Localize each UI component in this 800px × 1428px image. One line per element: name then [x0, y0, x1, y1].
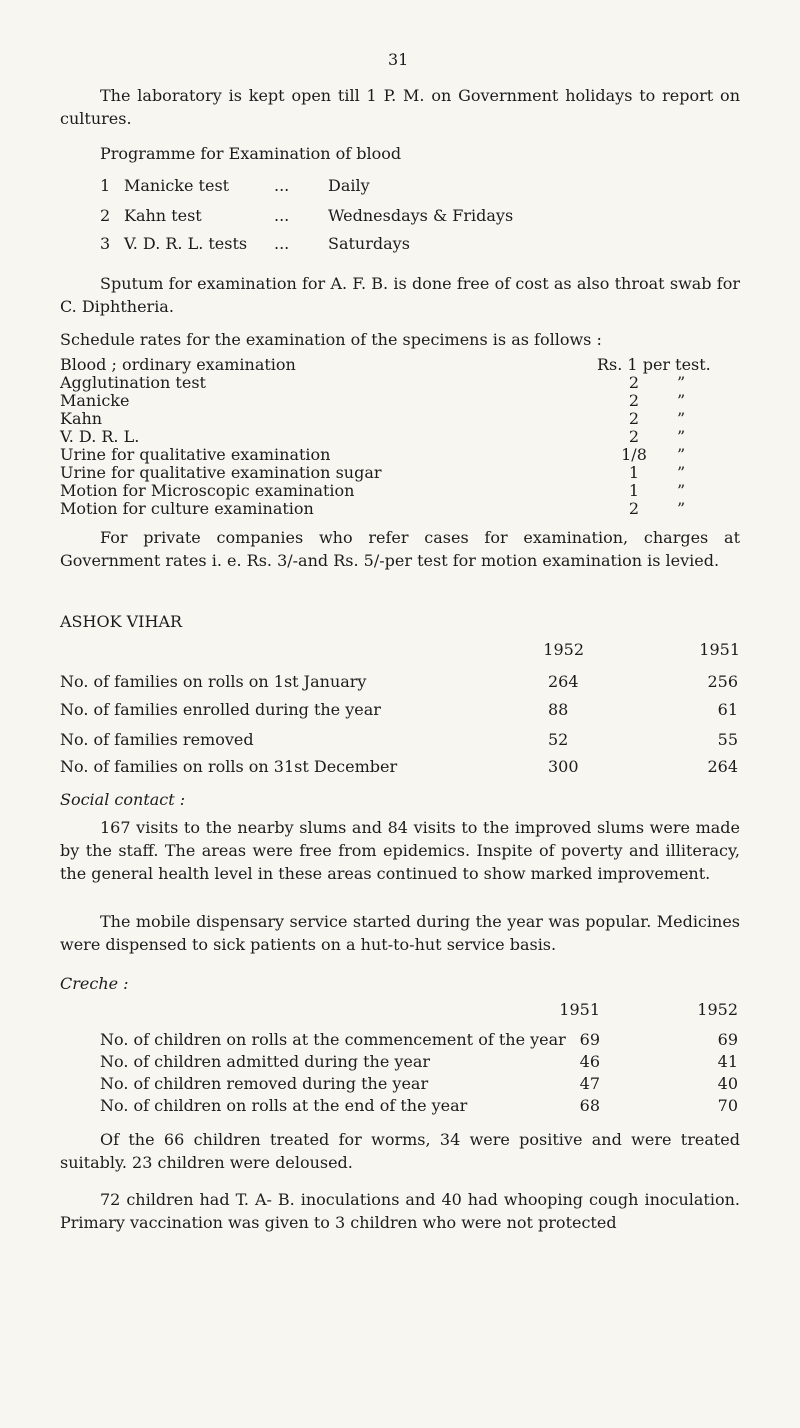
programme-item-dots: ...	[274, 206, 290, 225]
social-contact-heading: Social contact :	[60, 790, 186, 809]
programme-item-name: Manicke test	[124, 176, 230, 195]
ashok-row-label: No. of families removed	[60, 730, 254, 749]
ditto-mark: ”	[677, 427, 686, 446]
programme-item-when: Wednesdays & Fridays	[328, 206, 514, 225]
mobile-dispensary-paragraph: The mobile dispensary service started during the year was popular. Medicines were dispensed to sick patients on a hut-to-hut service basis.	[60, 912, 740, 954]
schedule-rate: 2	[628, 409, 640, 428]
ashok-col-header: 1952	[543, 640, 584, 659]
creche-row-value: 46	[579, 1052, 600, 1071]
programme-item-num: 1	[100, 176, 111, 195]
worms-treatment-paragraph: Of the 66 children treated for worms, 34 were positive and were treated suitably. 23 children were deloused.	[60, 1130, 740, 1172]
schedule-item: Kahn	[60, 409, 103, 428]
creche-col-header: 1952	[697, 1000, 738, 1019]
programme-item-name: V. D. R. L. tests	[124, 234, 248, 253]
schedule-item: Manicke	[60, 391, 130, 410]
schedule-item: Urine for qualitative examination sugar	[60, 463, 382, 482]
creche-row-value: 69	[717, 1030, 738, 1049]
schedule-rate: 2	[628, 499, 640, 518]
schedule-rate: 1	[628, 463, 640, 482]
ashok-row-label: No. of families on rolls on 31st December	[60, 757, 398, 776]
creche-row-value: 40	[717, 1074, 738, 1093]
ashok-row-value: 256	[707, 672, 738, 691]
page-number: 31	[388, 50, 409, 69]
creche-row-label: No. of children admitted during the year	[100, 1052, 431, 1071]
creche-heading: Creche :	[60, 974, 129, 993]
ditto-mark: ”	[677, 445, 686, 464]
ashok-row-label: No. of families on rolls on 1st January	[60, 672, 367, 691]
ashok-col-header: 1951	[699, 640, 740, 659]
ditto-mark: ”	[677, 481, 686, 500]
ditto-mark: ”	[677, 391, 686, 410]
creche-row-label: No. of children on rolls at the commencement of the year	[100, 1030, 566, 1049]
schedule-rate: 1/8	[621, 445, 647, 464]
schedule-item: Motion for Microscopic examination	[60, 481, 355, 500]
creche-row-value: 69	[579, 1030, 600, 1049]
creche-row-value: 41	[717, 1052, 738, 1071]
ditto-mark: ”	[677, 409, 686, 428]
schedule-rate: 1	[628, 481, 640, 500]
programme-item-when: Daily	[328, 176, 370, 195]
creche-row-value: 47	[579, 1074, 600, 1093]
schedule-rate: Rs. 1 per test.	[597, 355, 711, 374]
schedule-item: V. D. R. L.	[60, 427, 140, 446]
ashok-row-value: 55	[717, 730, 738, 749]
ashok-row-value: 300	[548, 757, 579, 776]
creche-row-value: 68	[579, 1096, 600, 1115]
schedule-title: Schedule rates for the examination of the specimens is as follows :	[60, 330, 602, 349]
programme-title: Programme for Examination of blood	[100, 144, 402, 163]
schedule-item: Agglutination test	[60, 373, 206, 392]
ashok-row-value: 61	[717, 700, 738, 719]
schedule-item: Motion for culture examination	[60, 499, 314, 518]
ashok-row-value: 264	[707, 757, 738, 776]
programme-item-dots: ...	[274, 176, 290, 195]
schedule-item: Blood ; ordinary examination	[60, 355, 296, 374]
private-companies-paragraph: For private companies who refer cases for examination, charges at Government rates i. e. Rs. 3/-and Rs. 5/-per test for motion examination is levied.	[60, 528, 740, 570]
sputum-paragraph: Sputum for examination for A. F. B. is done free of cost as also throat swab for C. Diphtheria.	[60, 274, 740, 316]
programme-item-num: 2	[100, 206, 111, 225]
programme-item-num: 3	[100, 234, 111, 253]
ashok-row-value: 52	[548, 730, 569, 749]
creche-col-header: 1951	[559, 1000, 600, 1019]
schedule-rate: 2	[628, 427, 640, 446]
social-contact-paragraph: 167 visits to the nearby slums and 84 visits to the improved slums were made by the staff. The areas were free from epidemics. Inspite of poverty and illiteracy, the general health level in these areas continued to show marked improvement.	[60, 818, 740, 883]
ditto-mark: ”	[677, 463, 686, 482]
programme-item-name: Kahn test	[124, 206, 202, 225]
intro-paragraph: The laboratory is kept open till 1 P. M. on Government holidays to report on cultures.	[60, 86, 740, 128]
ashok-row-value: 88	[548, 700, 569, 719]
schedule-rate: 2	[628, 373, 640, 392]
creche-row-value: 70	[717, 1096, 738, 1115]
schedule-rate: 2	[628, 391, 640, 410]
ashok-row-value: 264	[548, 672, 579, 691]
ashok-row-label: No. of families enrolled during the year	[60, 700, 381, 719]
creche-row-label: No. of children on rolls at the end of the year	[100, 1096, 468, 1115]
programme-item-when: Saturdays	[328, 234, 410, 253]
inoculations-paragraph: 72 children had T. A- B. inoculations and 40 had whooping cough inoculation. Primary vaccination was given to 3 children who were not protected	[60, 1190, 740, 1232]
programme-item-dots: ...	[274, 234, 290, 253]
ashok-vihar-heading: ASHOK VIHAR	[60, 612, 183, 631]
schedule-item: Urine for qualitative examination	[60, 445, 331, 464]
ditto-mark: ”	[677, 499, 686, 518]
creche-row-label: No. of children removed during the year	[100, 1074, 429, 1093]
ditto-mark: ”	[677, 373, 686, 392]
